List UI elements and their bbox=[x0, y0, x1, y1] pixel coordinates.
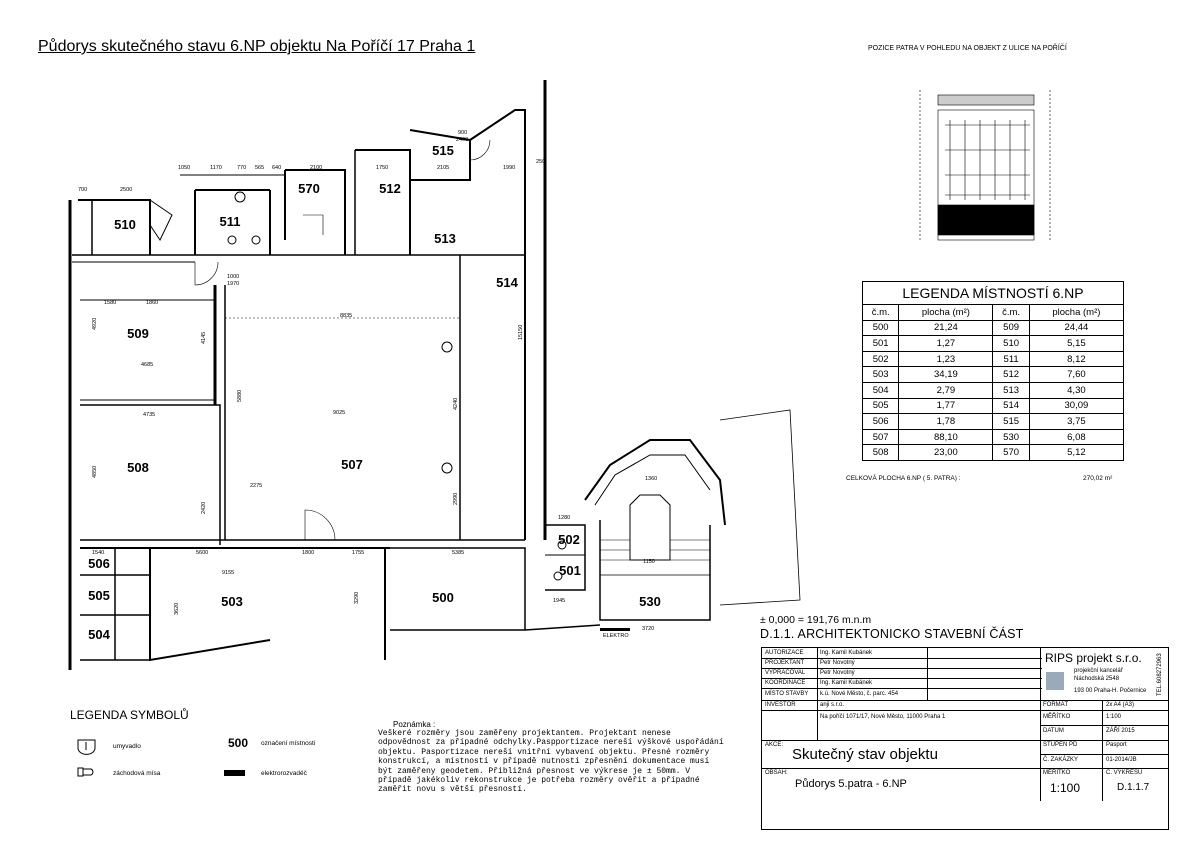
room-area-cell: 1,77 bbox=[899, 398, 993, 414]
dim-2990: 2990 bbox=[453, 492, 459, 505]
tb-akce-label: AKCE: bbox=[765, 742, 784, 748]
tb-investor-label: INVESTOR bbox=[765, 702, 796, 708]
elevation-note: ± 0,000 = 191,76 m.n.m bbox=[760, 614, 872, 626]
room-number-cell: 502 bbox=[863, 351, 899, 367]
room-area-cell: 5,15 bbox=[1029, 336, 1123, 352]
room-legend-row bbox=[863, 382, 1124, 398]
room-legend-row bbox=[863, 398, 1124, 414]
tb-misto-value: k.ú. Nové Město, č. parc. 454 bbox=[820, 691, 899, 697]
electro-panel-icon bbox=[224, 770, 245, 776]
room-label-504: 504 bbox=[88, 627, 110, 642]
col-room: č.m. bbox=[993, 305, 1029, 321]
tb-obsah-value: Půdorys 5.patra - 6.NP bbox=[795, 778, 907, 790]
tb-vykres-label: Č. VÝKRESU bbox=[1106, 770, 1143, 776]
tb-format-label: FORMÁT bbox=[1043, 702, 1069, 708]
room-label-506: 506 bbox=[88, 556, 110, 571]
room-number-cell: 515 bbox=[993, 414, 1029, 430]
dim-1800: 1800 bbox=[302, 550, 315, 556]
room-area-cell: 21,24 bbox=[899, 320, 993, 336]
room-number-sample: 500 bbox=[228, 736, 249, 750]
room-label-500: 500 bbox=[432, 590, 454, 605]
dim-1540: 1540 bbox=[92, 550, 105, 556]
title-block bbox=[761, 647, 1169, 830]
room-label-512: 512 bbox=[379, 181, 401, 196]
room-legend-row bbox=[863, 445, 1124, 461]
room-area-cell: 30,09 bbox=[1029, 398, 1123, 414]
dim-4735: 4735 bbox=[143, 412, 156, 418]
dim-4240: 4240 bbox=[453, 397, 459, 410]
room-number-label: označení místnosti bbox=[261, 740, 316, 747]
tb-company-tel: TEL.608272963 bbox=[1157, 653, 1163, 696]
room-legend-row bbox=[863, 429, 1124, 445]
dim-1970: 1970 bbox=[227, 281, 240, 287]
notes-title: Poznámka : bbox=[393, 720, 436, 729]
room-legend-row bbox=[863, 414, 1124, 430]
tb-company-sub: projekční kancelář bbox=[1074, 668, 1123, 674]
dim-2400: 2400 bbox=[456, 137, 469, 143]
room-number-cell: 570 bbox=[993, 445, 1029, 461]
dim-770: 770 bbox=[237, 165, 247, 171]
dim-3720: 3720 bbox=[642, 626, 655, 632]
room-label-570: 570 bbox=[298, 181, 320, 196]
tb-meritko2-label: MĚŘÍTKO bbox=[1043, 770, 1071, 776]
room-number-cell: 509 bbox=[993, 320, 1029, 336]
room-number-cell: 500 bbox=[863, 320, 899, 336]
dim-250: 250 bbox=[536, 159, 546, 165]
room-area-cell: 8,12 bbox=[1029, 351, 1123, 367]
dim-2420: 2420 bbox=[201, 501, 207, 514]
dim-9155: 9155 bbox=[222, 570, 235, 576]
dim-3620: 3620 bbox=[174, 602, 180, 615]
room-legend-row bbox=[863, 351, 1124, 367]
room-label-502: 502 bbox=[558, 532, 580, 547]
room-label-530: 530 bbox=[639, 594, 661, 609]
facade-caption: POZICE PATRA V POHLEDU NA OBJEKT Z ULICE NA POŘÍČÍ bbox=[868, 45, 1067, 52]
electro-panel-label: elektrorozvaděč bbox=[261, 770, 307, 777]
tb-autorizace-label: AUTORIZACE bbox=[765, 650, 804, 656]
dim-5385: 5385 bbox=[452, 550, 465, 556]
dim-5880: 5880 bbox=[237, 389, 243, 402]
tb-obsah-label: OBSAH: bbox=[765, 770, 788, 776]
dim-4685: 4685 bbox=[141, 362, 154, 368]
dim-4850: 4850 bbox=[92, 465, 98, 478]
section-title: D.1.1. ARCHITEKTONICKO STAVEBNÍ ČÁST bbox=[760, 627, 1024, 641]
room-number-cell: 530 bbox=[993, 429, 1029, 445]
tb-autorizace-value: Ing. Kamil Kubánek bbox=[820, 650, 873, 656]
room-area-cell: 1,23 bbox=[899, 351, 993, 367]
tb-projektant-label: PROJEKTANT bbox=[765, 660, 805, 666]
electro-label: ELEKTRO bbox=[603, 633, 629, 639]
col-room: č.m. bbox=[863, 305, 899, 321]
tb-akce-value: Skutečný stav objektu bbox=[792, 746, 938, 763]
symbol-legend-title: LEGENDA SYMBOLŮ bbox=[70, 708, 189, 722]
tb-zakazky-label: Č. ZAKÁZKY bbox=[1043, 757, 1079, 763]
tb-datum-value: ZÁŘÍ 2015 bbox=[1106, 728, 1135, 734]
tb-meritko-label: MĚŘÍTKO bbox=[1043, 714, 1071, 720]
room-legend-row bbox=[863, 320, 1124, 336]
dim-4145: 4145 bbox=[201, 331, 207, 344]
dim-900: 900 bbox=[458, 130, 468, 136]
room-area-cell: 5,12 bbox=[1029, 445, 1123, 461]
dim-1150: 1150 bbox=[643, 559, 655, 565]
washbasin-label: umyvadlo bbox=[113, 743, 141, 750]
room-label-513: 513 bbox=[434, 231, 456, 246]
room-number-cell: 512 bbox=[993, 367, 1029, 383]
symbol-icons bbox=[75, 738, 105, 778]
room-area-cell: 3,75 bbox=[1029, 414, 1123, 430]
dim-1945: 1945 bbox=[553, 598, 566, 604]
room-legend-row bbox=[863, 336, 1124, 352]
room-label-515: 515 bbox=[432, 143, 454, 158]
room-number-cell: 510 bbox=[993, 336, 1029, 352]
tb-investor-address: Na poříčí 1071/17, Nové Město, 11000 Praha 1 bbox=[820, 714, 946, 720]
toilet-label: záchodová mísa bbox=[113, 770, 161, 777]
room-area-cell: 2,79 bbox=[899, 382, 993, 398]
company-logo-icon bbox=[1046, 672, 1064, 690]
dim-1050: 1050 bbox=[178, 165, 191, 171]
total-area-label: CELKOVÁ PLOCHA 6.NP ( 5. PATRA) : bbox=[846, 475, 961, 482]
room-legend-heading: LEGENDA MÍSTNOSTÍ 6.NP bbox=[863, 282, 1124, 305]
dim-1860: 1860 bbox=[146, 300, 159, 306]
room-area-cell: 1,78 bbox=[899, 414, 993, 430]
tb-projektant-value: Petr Novotný bbox=[820, 660, 855, 666]
tb-koordinace-value: Ing. Kamil Kubánek bbox=[820, 680, 873, 686]
tb-koordinace-label: KOORDINACE bbox=[765, 680, 806, 686]
dim-3290: 3290 bbox=[354, 591, 360, 604]
dim-1990: 1990 bbox=[503, 165, 516, 171]
tb-stupen-label: STUPEŇ PD bbox=[1043, 742, 1078, 748]
dim-2105: 2105 bbox=[437, 165, 450, 171]
room-label-509: 509 bbox=[127, 326, 149, 341]
dim-2500: 2500 bbox=[120, 187, 133, 193]
col-area: plocha (m²) bbox=[1029, 305, 1123, 321]
room-number-cell: 504 bbox=[863, 382, 899, 398]
room-number-cell: 508 bbox=[863, 445, 899, 461]
electro-panel bbox=[600, 628, 630, 631]
room-label-505: 505 bbox=[88, 588, 110, 603]
dim-1755: 1755 bbox=[352, 550, 365, 556]
room-number-cell: 514 bbox=[993, 398, 1029, 414]
room-label-508: 508 bbox=[127, 460, 149, 475]
dim-565: 565 bbox=[255, 165, 265, 171]
room-area-cell: 7,60 bbox=[1029, 367, 1123, 383]
dim-640: 640 bbox=[272, 165, 282, 171]
room-label-501: 501 bbox=[559, 563, 581, 578]
room-label-514: 514 bbox=[496, 275, 518, 290]
dim-700: 700 bbox=[78, 187, 88, 193]
tb-format-value: 2x A4 (A3) bbox=[1106, 702, 1135, 708]
tb-investor-value: anji s.r.o. bbox=[820, 702, 845, 708]
tb-vypracoval-label: VYPRACOVAL bbox=[765, 670, 806, 676]
room-number-cell: 511 bbox=[993, 351, 1029, 367]
dim-8835: 8835 bbox=[340, 313, 353, 319]
dim-1360: 1360 bbox=[645, 476, 658, 482]
toilet-icon bbox=[78, 768, 93, 776]
drawing-title: Půdorys skutečného stavu 6.NP objektu Na Poříčí 17 Praha 1 bbox=[38, 38, 476, 55]
room-label-510: 510 bbox=[114, 217, 136, 232]
room-area-cell: 23,00 bbox=[899, 445, 993, 461]
tb-company: RIPS projekt s.r.o. bbox=[1045, 651, 1142, 665]
dim-1280: 1280 bbox=[558, 515, 571, 521]
tb-company-addr2: 193 00 Praha-H. Počernice bbox=[1074, 688, 1147, 694]
room-area-cell: 34,19 bbox=[899, 367, 993, 383]
dim-1580: 1580 bbox=[104, 300, 117, 306]
dim-1750: 1750 bbox=[376, 165, 389, 171]
room-area-cell: 6,08 bbox=[1029, 429, 1123, 445]
tb-zakazky-value: 01-2014/JB bbox=[1106, 757, 1137, 763]
room-number-cell: 501 bbox=[863, 336, 899, 352]
room-legend-row bbox=[863, 367, 1124, 383]
tb-vypracoval-value: Petr Novotný bbox=[820, 670, 855, 676]
tb-datum-label: DATUM bbox=[1043, 728, 1064, 734]
dim-1000: 1000 bbox=[227, 274, 240, 280]
room-area-cell: 4,30 bbox=[1029, 382, 1123, 398]
room-label-507: 507 bbox=[341, 457, 363, 472]
room-label-511: 511 bbox=[219, 214, 241, 229]
col-area: plocha (m²) bbox=[899, 305, 993, 321]
dim-5600: 5600 bbox=[196, 550, 209, 556]
dim-2275: 2275 bbox=[250, 483, 263, 489]
room-number-cell: 506 bbox=[863, 414, 899, 430]
tb-stupen-value: Pasport bbox=[1106, 742, 1127, 748]
tb-company-addr1: Náchodská 2548 bbox=[1074, 676, 1120, 682]
room-area-cell: 24,44 bbox=[1029, 320, 1123, 336]
tb-vykres-value: D.1.1.7 bbox=[1117, 782, 1150, 793]
room-number-cell: 503 bbox=[863, 367, 899, 383]
room-number-cell: 513 bbox=[993, 382, 1029, 398]
room-label-503: 503 bbox=[221, 594, 243, 609]
room-area-cell: 1,27 bbox=[899, 336, 993, 352]
dim-15150: 15150 bbox=[518, 324, 524, 340]
total-area-value: 270,02 m² bbox=[1083, 475, 1113, 482]
notes-text: Veškeré rozměry jsou zaměřeny projektantem. Projektant nenese odpovědnost za případné odchylky.Paspportizace nereší výškové uspořádání objektu. Pasportizace nereší vnitřní vybavení objektu. Přesné rozměry konstrukcí, a místností v případě nutnosti zpřesnění dokumentace musí být zaměřeny geodetem. Přibližná přesnost ve výkrese je ± 50mm. V případě jakékoliv rekonstrukce je potřeba rozměry ověřit a případné zaměřit novu s větší přesností. bbox=[378, 729, 724, 795]
tb-meritko2-value: 1:100 bbox=[1050, 781, 1081, 795]
room-number-cell: 507 bbox=[863, 429, 899, 445]
dim-4920: 4920 bbox=[92, 317, 98, 330]
dim-9025: 9025 bbox=[333, 410, 346, 416]
tb-meritko-value: 1:100 bbox=[1106, 714, 1122, 720]
dim-1170: 1170 bbox=[210, 165, 222, 171]
room-number-cell: 505 bbox=[863, 398, 899, 414]
room-legend-table bbox=[862, 281, 1124, 461]
room-area-cell: 88,10 bbox=[899, 429, 993, 445]
dim-2100: 2100 bbox=[310, 165, 323, 171]
tb-misto-label: MÍSTO STAVBY bbox=[765, 691, 809, 697]
